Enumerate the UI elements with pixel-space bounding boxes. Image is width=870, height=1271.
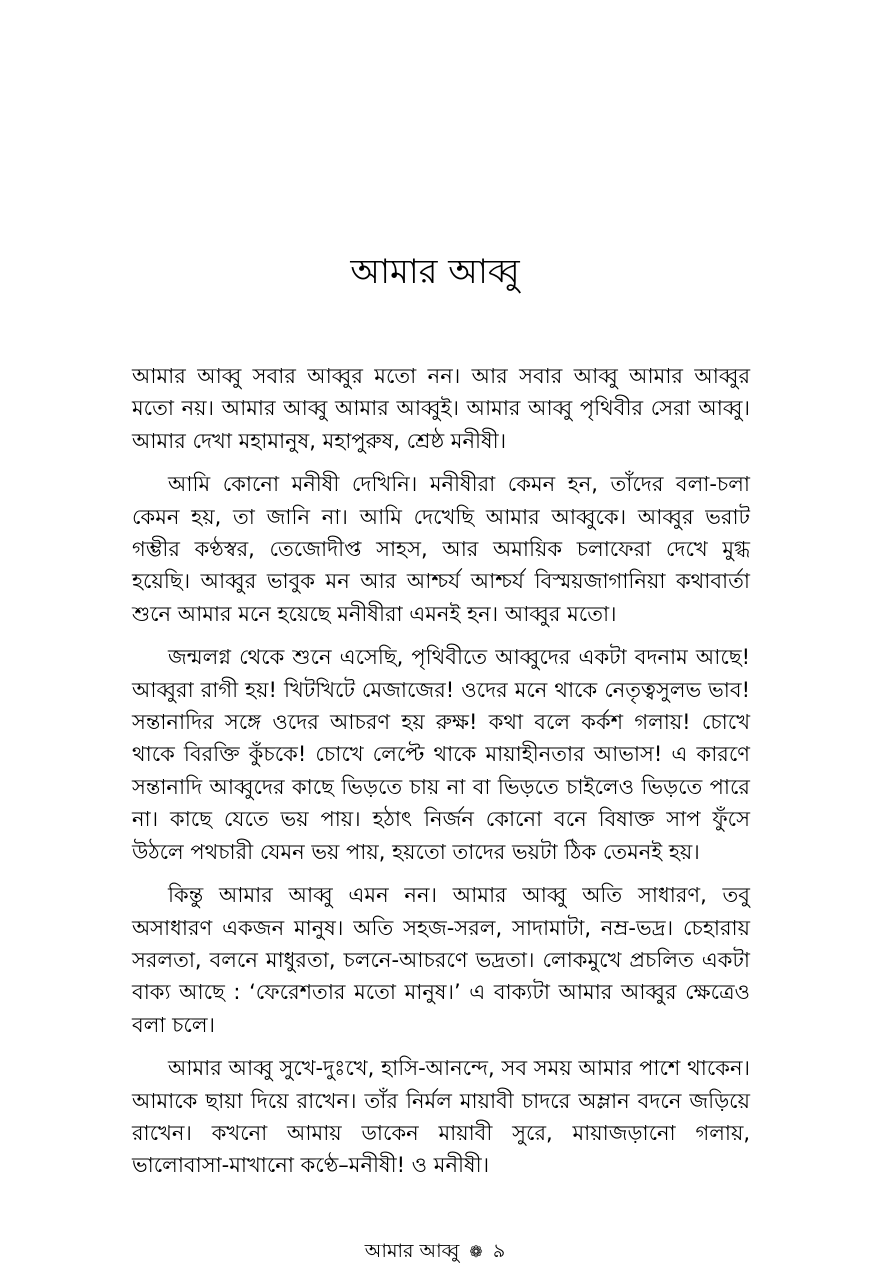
footer-title: আমার আব্বু bbox=[364, 1240, 460, 1262]
page-title: আমার আব্বু bbox=[350, 252, 520, 292]
paragraph-4: কিন্তু আমার আব্বু এমন নন। আমার আব্বু অতি সাধারণ, তবু অসাধারণ একজন মানুষ। অতি সহজ-সরল, সাদামাটা, নম্র-ভদ্র। চেহারায় সরলতা, বলনে মাধুরতা, চলনে-আচরণে ভদ্রতা। লোকমুখে প্রচলিত একটা বাক্য আছে : ‘ফেরেশতার মতো মানুষ।’ এ বাক্যটা আমার আব্বুর ক্ষেত্রেও বলা চলে। bbox=[132, 883, 750, 1037]
paragraph-5: আমার আব্বু সুখে-দুঃখে, হাসি-আনন্দে, সব সময় আমার পাশে থাকেন। আমাকে ছায়া দিয়ে রাখেন। তাঁর নির্মল মায়াবী চাদরে অম্লান বদনে জড়িয়ে রাখেন। কখনো আমায় ডাকেন মায়াবী সুরে, মায়াজড়ানো গলায়, ভালোবাসা-মাখানো কণ্ঠে–মনীষী! ও মনীষী। bbox=[132, 1056, 750, 1178]
flower-ornament-icon: ❁ bbox=[469, 1242, 483, 1261]
page-footer bbox=[0, 1238, 870, 1265]
paragraph-3: জন্মলগ্ন থেকে শুনে এসেছি, পৃথিবীতে আব্বুদের একটা বদনাম আছে! আব্বুরা রাগী হয়! খিটখিটে মেজাজের! ওদের মনে থাকে নেতৃত্বসুলভ ভাব! সন্তানাদির সঙ্গে ওদের আচরণ হয় রুক্ষ! কথা বলে কর্কশ গলায়! চোখে থাকে বিরক্তি কুঁচকে! চোখে লেপ্টে থাকে মায়াহীনতার আভাস! এ কারণে সন্তানাদি আব্বুদের কাছে ভিড়তে চায় না বা ভিড়তে চাইলেও ভিড়তে পারে না। কাছে যেতে ভয় পায়। হঠাৎ নির্জন কোনো বনে বিষাক্ত সাপ ফুঁসে উঠলে পথচারী যেমন ভয় পায়, হয়তো তাদের ভয়টা ঠিক তেমনই হয়। bbox=[132, 645, 750, 864]
page-number: ৯ bbox=[492, 1240, 506, 1262]
paragraph-1: আমার আব্বু সবার আব্বুর মতো নন। আর সবার আব্বু আমার আব্বুর মতো নয়। আমার আব্বু আমার আব্বুই। আমার আব্বু পৃথিবীর সেরা আব্বু। আমার দেখা মহামানুষ, মহাপুরুষ, শ্রেষ্ঠ মনীষী। bbox=[132, 364, 750, 453]
body-text bbox=[132, 360, 750, 1193]
paragraph-2: আমি কোনো মনীষী দেখিনি। মনীষীরা কেমন হন, তাঁদের বলা-চলা কেমন হয়, তা জানি না। আমি দেখেছি আমার আব্বুকে। আব্বুর ভরাট গম্ভীর কণ্ঠস্বর, তেজোদীপ্ত সাহস, আর অমায়িক চলাফেরা দেখে মুগ্ধ হয়েছি। আব্বুর ভাবুক মন আর আশ্চর্য আশ্চর্য বিস্ময়জাগানিয়া কথাবার্তা শুনে আমার মনে হয়েছে মনীষীরা এমনই হন। আব্বুর মতো। bbox=[132, 472, 750, 626]
